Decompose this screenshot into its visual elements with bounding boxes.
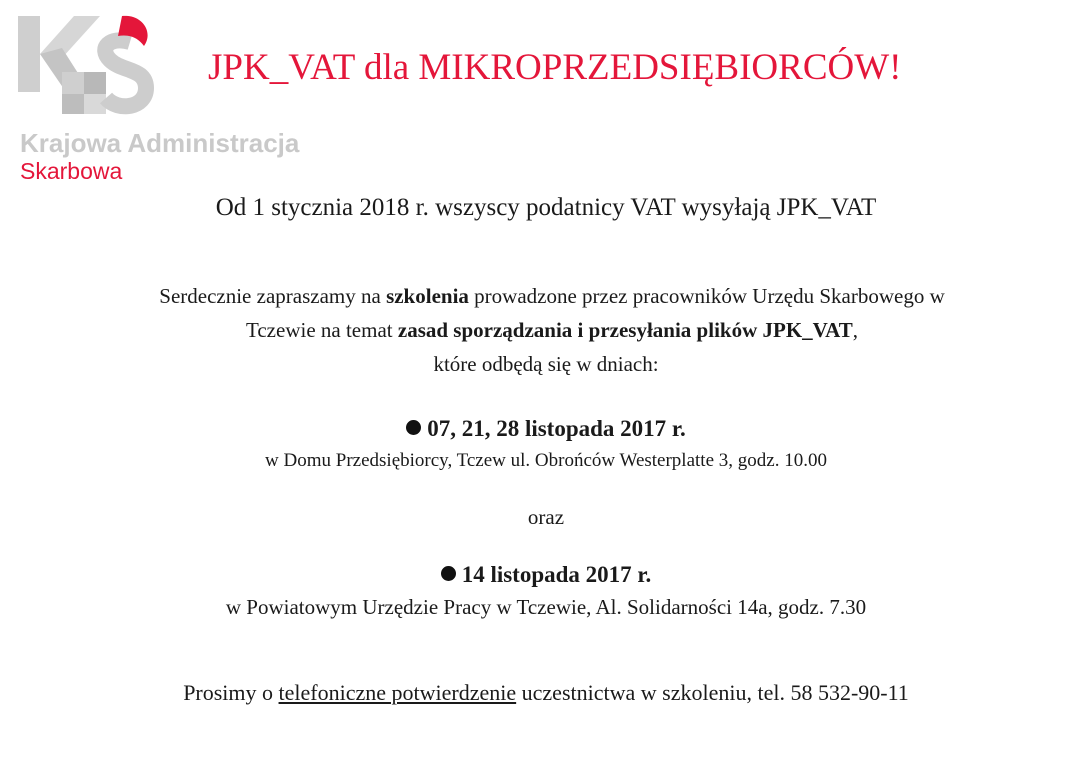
session-dates-text: 07, 21, 28 listopada 2017 r. (427, 416, 686, 441)
separator-text: oraz (527, 505, 565, 529)
invitation-line-2 (6, 318, 1092, 343)
bullet-icon (406, 420, 421, 435)
footer-underlined: telefoniczne potwierdzenie (278, 680, 517, 705)
footer-text-before: Prosimy o (183, 680, 279, 705)
footer-text-after: uczestnictwa w szkoleniu, tel. 58 532-90-11 (516, 680, 909, 705)
invitation-text: Serdecznie zapraszamy na (159, 284, 387, 308)
kas-logo-icon (18, 12, 158, 124)
session-2-location: w Powiatowym Urzędzie Pracy w Tczewie, Al. Solidarności 14a, godz. 7.30 (225, 595, 867, 619)
invitation-bold: zasad sporządzania i przesyłania plików JPK_VAT (397, 318, 853, 342)
invitation-line-1 (6, 284, 1092, 309)
session-1-dates (0, 416, 1092, 442)
invitation-text: Tczewie na temat (246, 318, 398, 342)
logo-name-line2: Skarbowa (20, 158, 123, 184)
intro-text: Od 1 stycznia 2018 r. wszyscy podatnicy VAT wysyłają JPK_VAT (215, 194, 877, 221)
session-dates-text: 14 listopada 2017 r. (461, 562, 652, 587)
invitation-text: prowadzone przez pracowników Urzędu Skarbowego w (468, 284, 945, 308)
session-1-location: w Domu Przedsiębiorcy, Tczew ul. Obrońców Westerplatte 3, godz. 10.00 (265, 450, 827, 471)
session-2-dates (0, 562, 1092, 588)
footer-text (0, 680, 1092, 706)
invitation-line-3: które odbędą się w dniach: (433, 352, 659, 376)
page-title: JPK_VAT dla MIKROPRZEDSIĘBIORCÓW! (208, 47, 902, 88)
kas-logo (18, 12, 318, 182)
invitation-bold: szkolenia (386, 284, 469, 308)
bullet-icon (441, 566, 456, 581)
logo-name-line1: Krajowa Administracja (20, 128, 300, 158)
invitation-text: , (852, 318, 858, 342)
